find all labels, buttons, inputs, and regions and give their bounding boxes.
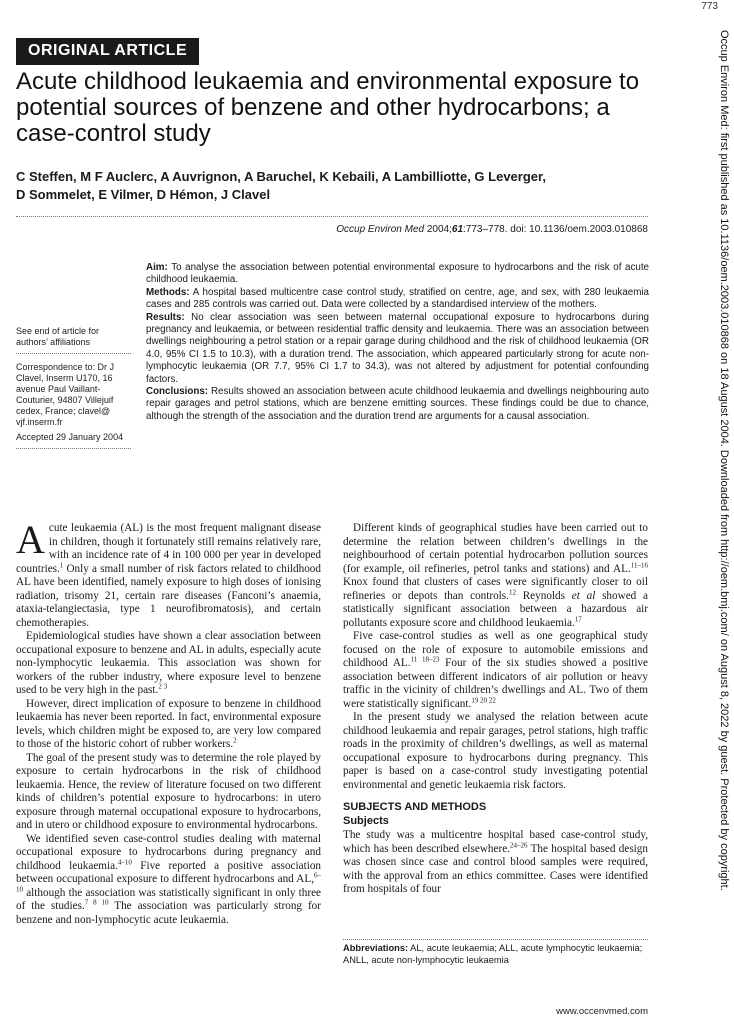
correspondence-note: Correspondence to: Dr J Clavel, Inserm U170, 16 avenue Paul Vaillant-Couturier, 94807 Villejuif cedex, France; clavel@ vjf.inserm.fr — [16, 362, 115, 427]
body-paragraph — [343, 630, 648, 711]
abstract-methods — [146, 287, 649, 312]
body-column-left — [16, 517, 322, 927]
body-text: However, direct implication of exposure to benzene in childhood leukaemia has never been reported. In fact, environmental exposure levels, which children might be exposed to, are very low compared to those of the historic cohort of rubber workers. — [16, 697, 321, 750]
body-text: Epidemiological studies have shown a clear association between occupational exposure to benzene and AL in adults, especially acute non-lymphocytic leukaemia. This association was shown for workers of the rubber industry, where exposure level to benzene used to be very high in the past. — [16, 630, 321, 696]
section-heading: SUBJECTS AND METHODS — [343, 801, 487, 813]
header-divider — [16, 216, 648, 217]
abstract-results-label: Results: — [146, 311, 185, 323]
citation-pages-doi: :773–778. doi: 10.1136/oem.2003.010868 — [463, 224, 648, 235]
body-paragraph — [16, 698, 321, 752]
sidebar-divider — [16, 448, 131, 449]
article-title: Acute childhood leukaemia and environmental exposure to potential sources of benzene and other hydrocarbons; a case-control study — [16, 68, 640, 147]
body-text: The association was particularly strong for benzene and non-lymphocytic acute leukaemia. — [16, 900, 321, 926]
reference-marker: 1 — [59, 560, 64, 569]
reference-marker: 19 20 22 — [471, 695, 496, 704]
page-number: 773 — [701, 1, 718, 12]
reference-marker: 4–10 — [117, 857, 132, 866]
body-paragraph — [16, 630, 321, 698]
download-watermark: Occup Environ Med: first published as 10.1136/oem.2003.010868 on 18 August 2004. Downloaded from http://oem.bmj.com/ on August 8, 2022 by guest. Protected by copyright. — [718, 30, 730, 891]
accepted-date: Accepted 29 January 2004 — [16, 432, 124, 442]
body-paragraph — [16, 517, 321, 630]
reference-marker: 2 3 — [158, 682, 168, 691]
author-list — [16, 168, 656, 204]
abstract-aim-label: Aim: — [146, 262, 168, 273]
body-text: Four of the six studies showed a positive association between different indicators of air pollution or heavy traffic in the vicinity of children’s dwellings and AL. Two of them were statistically significant. — [343, 657, 648, 710]
body-text-italic: et al — [571, 589, 596, 602]
body-text: The study was a multicentre hospital based case-control study, which has been described elsewhere. — [343, 829, 648, 855]
body-text: We identified seven case-control studies dealing with maternal occupational exposure to hydrocarbons during pregnancy and childhood leukaemia. — [16, 832, 321, 872]
authors-line-1: C Steffen, M F Auclerc, A Auvrignon, A Baruchel, K Kebaili, A Lambilliotte, G Leverger, — [16, 169, 546, 184]
affiliations-note: See end of article for authors’ affiliations — [16, 326, 100, 347]
abstract-methods-text: A hospital based multicentre case control study, stratified on centre, age, and sex, with 280 leukaemia cases and 285 controls was carried out. Data were collected by a standardised interview of the mothers. — [146, 286, 649, 311]
citation-volume: 61 — [451, 224, 464, 235]
body-text: cute leukaemia (AL) is the most frequent malignant disease in children, though it fortunately still remains relatively rare, with an incidence rate of 4 in 100 000 per year in developed countries. — [16, 522, 321, 575]
reference-marker: 6–10 — [16, 871, 321, 893]
body-text: Knox found that clusters of cases were significantly closer to oil refineries or depots than controls. — [343, 576, 648, 602]
body-text: showed a statistically significant association between a hazardous air pollutants exposure score and childhood leukaemia. — [343, 589, 648, 629]
abstract-methods-label: Methods: — [146, 286, 190, 298]
sidebar-divider — [16, 353, 131, 354]
body-text: The hospital based design was chosen since case and control blood samples were required, with the approval from an ethics committee. Cases were identified from hospitals of four — [343, 842, 648, 895]
reference-marker: 11–16 — [630, 560, 648, 569]
abbreviations-box — [343, 943, 648, 966]
abstract-conclusions-text: Results showed an association between acute childhood leukaemia and dwellings neighbouring auto repair garages and petrol stations, which are benzene emitting sources. These findings could be due to chance, although the strength of the association and the duration trend are arguments for a causal association. — [146, 386, 649, 422]
abstract-results — [146, 312, 649, 386]
citation-journal: Occup Environ Med — [336, 224, 425, 235]
abstract-results-text: No clear association was seen between maternal occupational exposure to hydrocarbons during pregnancy and leukaemia, or between residential traffic density and leukaemia. There was an association between dwellings neighbouring a petrol station or a repair garage during childhood and the risk of childhood leukaemia (OR 4.0, 95% CI 1.5 to 10.3), with a duration trend. The association, which appeared particularly strong for acute non-lymphocytic leukaemia (OR 7.7, 95% CI 1.7 to 34.3), was not altered by adjustment for potential confounding factors. — [146, 311, 649, 385]
abstract-aim-text: To analyse the association between potential environmental exposure to hydrocarbons and the risk of acute childhood leukaemia. — [146, 262, 649, 286]
reference-marker: 7 8 10 — [84, 898, 109, 907]
citation-year: 2004; — [426, 224, 452, 235]
body-paragraph — [16, 833, 321, 928]
body-text: Five case-control studies as well as one geographical study focused on the role of exposure to automobile emissions and childhood AL. — [343, 630, 648, 669]
body-text: Five reported a positive association between occupational exposure to different hydrocarbons and AL, — [16, 859, 322, 885]
citation-line — [336, 224, 648, 235]
reference-marker: 11 18–23 — [410, 655, 440, 664]
reference-marker: 12 — [508, 587, 516, 596]
drop-cap: A — [16, 517, 45, 562]
body-text: Only a small number of risk factors related to childhood AL have been identified, namely exposure to high doses of ionising radiation, trisomy 21, certain rare diseases (Fanconi’s anaemia, ataxia-telangiectasia, type 1 neurofibromatosis), and certain chemotherapies. — [16, 562, 321, 629]
body-text: The goal of the present study was to determine the role played by exposure to certain hydrocarbons in the risk of childhood leukaemia. Hence, the review of literature focused on two different kinds of children’s potential exposure to hydrocarbons: in utero exposure through maternal occupational exposure to hydrocarbons, and in utero or childhood exposure to environmental hydrocarbons. — [16, 751, 321, 831]
body-paragraph — [343, 522, 648, 630]
body-text: although the association was statistically significant in only three of the studies. — [16, 886, 321, 912]
subsection-heading: Subjects — [343, 814, 389, 827]
abbreviations-text: AL, acute leukaemia; ALL, acute lymphocytic leukaemia; ANLL, acute non-lymphocytic leukaemia — [343, 943, 643, 965]
abstract-conclusions — [146, 386, 649, 423]
body-column-right — [343, 522, 648, 897]
body-text: Reynolds — [515, 589, 572, 602]
body-paragraph — [343, 829, 648, 897]
abbreviations-divider — [343, 939, 648, 940]
reference-marker: 24–26 — [509, 840, 528, 849]
abbreviations-label: Abbreviations: — [343, 943, 409, 953]
abstract-aim — [146, 262, 649, 287]
footer-url: www.occenvmed.com — [556, 1006, 648, 1017]
article-sidebar — [16, 326, 131, 457]
body-text: In the present study we analysed the relation between acute childhood leukaemia and repair garages, petrol stations, high traffic roads in the proximity of children’s dwellings, as well as maternal occupational exposure to hydrocarbons during pregnancy. This paper is based on a case-control study investigating potential environmental and genetic leukaemia risk factors. — [343, 711, 648, 791]
reference-marker: 2 — [233, 736, 237, 745]
abstract — [146, 262, 649, 423]
abstract-conclusions-label: Conclusions: — [146, 386, 209, 398]
body-paragraph — [343, 711, 648, 792]
section-badge: ORIGINAL ARTICLE — [16, 38, 199, 65]
body-paragraph — [16, 752, 321, 833]
body-text: Different kinds of geographical studies have been carried out to determine the relation between children’s dwellings in the neighbourhood of certain potential hydrocarbon pollution sources (for example, oil refineries, petrol tanks and stations) and AL. — [343, 522, 648, 575]
reference-marker: 17 — [574, 614, 582, 623]
authors-line-2: D Sommelet, E Vilmer, D Hémon, J Clavel — [16, 187, 271, 202]
